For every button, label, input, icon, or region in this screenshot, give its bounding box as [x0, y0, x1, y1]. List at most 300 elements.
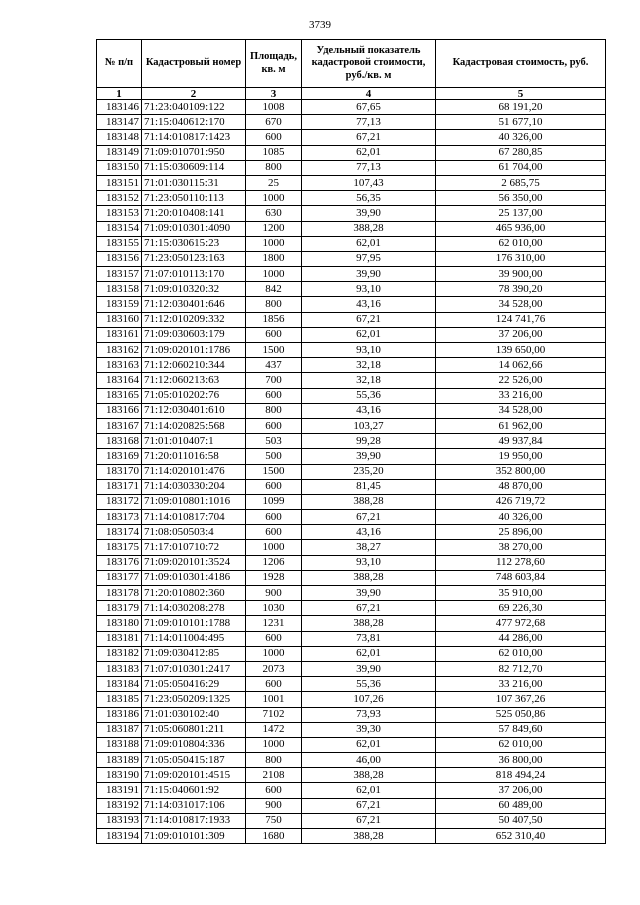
cadastral-value-cell: 78 390,20 — [436, 282, 606, 297]
header-cadastral-number: Кадастровый номер — [142, 40, 246, 88]
cadastral-value-cell: 176 310,00 — [436, 251, 606, 266]
area-cell: 800 — [246, 160, 302, 175]
cadastral-number-cell: 71:05:060801:211 — [142, 722, 246, 737]
cadastral-number-cell: 71:09:020101:1786 — [142, 343, 246, 358]
row-number-cell: 183172 — [97, 494, 142, 509]
cadastral-value-cell: 107 367,26 — [436, 692, 606, 707]
cadastral-number-cell: 71:14:010817:1423 — [142, 130, 246, 145]
area-cell: 1231 — [246, 616, 302, 631]
cadastral-value-cell: 33 216,00 — [436, 388, 606, 403]
row-number-cell: 183177 — [97, 570, 142, 585]
area-cell: 1001 — [246, 692, 302, 707]
area-cell: 600 — [246, 510, 302, 525]
cadastral-value-cell: 56 350,00 — [436, 191, 606, 206]
area-cell: 1928 — [246, 570, 302, 585]
table-row — [97, 343, 606, 358]
table-row — [97, 813, 606, 828]
row-number-cell: 183192 — [97, 798, 142, 813]
unit-rate-cell: 67,21 — [302, 510, 436, 525]
table-row — [97, 707, 606, 722]
unit-rate-cell: 67,21 — [302, 130, 436, 145]
row-number-cell: 183147 — [97, 115, 142, 130]
area-cell: 1000 — [246, 267, 302, 282]
row-number-cell: 183168 — [97, 434, 142, 449]
cadastral-number-cell: 71:17:010710:72 — [142, 540, 246, 555]
unit-rate-cell: 97,95 — [302, 251, 436, 266]
cadastral-number-cell: 71:20:010408:141 — [142, 206, 246, 221]
unit-rate-cell: 388,28 — [302, 494, 436, 509]
table-row — [97, 570, 606, 585]
unit-rate-cell: 43,16 — [302, 297, 436, 312]
row-number-cell: 183193 — [97, 813, 142, 828]
unit-rate-cell: 62,01 — [302, 646, 436, 661]
row-number-cell: 183151 — [97, 175, 142, 190]
cadastral-number-cell: 71:12:010209:332 — [142, 312, 246, 327]
unit-rate-cell: 39,90 — [302, 449, 436, 464]
unit-rate-cell: 32,18 — [302, 358, 436, 373]
row-number-cell: 183191 — [97, 783, 142, 798]
table-row — [97, 829, 606, 844]
cadastral-value-cell: 2 685,75 — [436, 175, 606, 190]
table-row — [97, 692, 606, 707]
unit-rate-cell: 56,35 — [302, 191, 436, 206]
cadastral-number-cell: 71:01:030115:31 — [142, 175, 246, 190]
cadastral-number-cell: 71:12:060210:344 — [142, 358, 246, 373]
cadastral-number-cell: 71:23:050123:163 — [142, 251, 246, 266]
cadastral-number-cell: 71:09:010320:32 — [142, 282, 246, 297]
cadastral-value-cell: 818 494,24 — [436, 768, 606, 783]
cadastral-number-cell: 71:15:030615:23 — [142, 236, 246, 251]
area-cell: 600 — [246, 327, 302, 342]
cadastral-value-cell: 465 936,00 — [436, 221, 606, 236]
cadastral-number-cell: 71:14:030330:204 — [142, 479, 246, 494]
column-number: 3 — [246, 88, 302, 100]
cadastral-value-cell: 60 489,00 — [436, 798, 606, 813]
unit-rate-cell: 55,36 — [302, 388, 436, 403]
table-row — [97, 297, 606, 312]
cadastral-value-cell: 48 870,00 — [436, 479, 606, 494]
table-row — [97, 646, 606, 661]
row-number-cell: 183190 — [97, 768, 142, 783]
cadastral-number-cell: 71:01:030102:40 — [142, 707, 246, 722]
cadastral-value-cell: 50 407,50 — [436, 813, 606, 828]
row-number-cell: 183163 — [97, 358, 142, 373]
cadastral-value-cell: 67 280,85 — [436, 145, 606, 160]
cadastral-value-cell: 38 270,00 — [436, 540, 606, 555]
table-row — [97, 540, 606, 555]
cadastral-value-table — [96, 39, 606, 844]
row-number-cell: 183186 — [97, 707, 142, 722]
row-number-cell: 183150 — [97, 160, 142, 175]
cadastral-value-cell: 112 278,60 — [436, 555, 606, 570]
area-cell: 1800 — [246, 251, 302, 266]
header-row — [97, 40, 606, 88]
cadastral-number-cell: 71:07:010113:170 — [142, 267, 246, 282]
header-cadastral-value: Кадастровая стоимость, руб. — [436, 40, 606, 88]
cadastral-value-cell: 44 286,00 — [436, 631, 606, 646]
table-row — [97, 464, 606, 479]
table-row — [97, 327, 606, 342]
cadastral-number-cell: 71:09:010101:309 — [142, 829, 246, 844]
row-number-cell: 183181 — [97, 631, 142, 646]
unit-rate-cell: 388,28 — [302, 768, 436, 783]
row-number-cell: 183185 — [97, 692, 142, 707]
cadastral-number-cell: 71:07:010301:2417 — [142, 661, 246, 676]
unit-rate-cell: 62,01 — [302, 236, 436, 251]
area-cell: 600 — [246, 783, 302, 798]
unit-rate-cell: 73,93 — [302, 707, 436, 722]
unit-rate-cell: 81,45 — [302, 479, 436, 494]
cadastral-number-cell: 71:09:020101:3524 — [142, 555, 246, 570]
cadastral-number-cell: 71:09:010301:4186 — [142, 570, 246, 585]
table-row — [97, 677, 606, 692]
row-number-cell: 183189 — [97, 753, 142, 768]
row-number-cell: 183156 — [97, 251, 142, 266]
cadastral-number-cell: 71:05:050416:29 — [142, 677, 246, 692]
row-number-cell: 183154 — [97, 221, 142, 236]
area-cell: 800 — [246, 297, 302, 312]
cadastral-value-cell: 139 650,00 — [436, 343, 606, 358]
table-row — [97, 661, 606, 676]
table-row — [97, 418, 606, 433]
area-cell: 1500 — [246, 464, 302, 479]
table-row — [97, 479, 606, 494]
row-number-cell: 183171 — [97, 479, 142, 494]
table-row — [97, 251, 606, 266]
cadastral-number-cell: 71:15:040612:170 — [142, 115, 246, 130]
area-cell: 2073 — [246, 661, 302, 676]
unit-rate-cell: 62,01 — [302, 145, 436, 160]
cadastral-number-cell: 71:15:040601:92 — [142, 783, 246, 798]
unit-rate-cell: 46,00 — [302, 753, 436, 768]
cadastral-value-cell: 82 712,70 — [436, 661, 606, 676]
row-number-cell: 183182 — [97, 646, 142, 661]
row-number-cell: 183169 — [97, 449, 142, 464]
unit-rate-cell: 77,13 — [302, 160, 436, 175]
cadastral-value-cell: 68 191,20 — [436, 100, 606, 115]
table-row — [97, 798, 606, 813]
table-row — [97, 206, 606, 221]
area-cell: 600 — [246, 130, 302, 145]
unit-rate-cell: 39,90 — [302, 586, 436, 601]
cadastral-value-cell: 25 137,00 — [436, 206, 606, 221]
cadastral-value-cell: 40 326,00 — [436, 130, 606, 145]
cadastral-value-cell: 51 677,10 — [436, 115, 606, 130]
cadastral-value-cell: 40 326,00 — [436, 510, 606, 525]
unit-rate-cell: 67,21 — [302, 601, 436, 616]
area-cell: 1680 — [246, 829, 302, 844]
row-number-cell: 183174 — [97, 525, 142, 540]
table-row — [97, 175, 606, 190]
table-row — [97, 312, 606, 327]
row-number-cell: 183149 — [97, 145, 142, 160]
column-number: 4 — [302, 88, 436, 100]
cadastral-value-cell: 35 910,00 — [436, 586, 606, 601]
area-cell: 1000 — [246, 236, 302, 251]
cadastral-value-cell: 477 972,68 — [436, 616, 606, 631]
table-row — [97, 388, 606, 403]
cadastral-value-cell: 652 310,40 — [436, 829, 606, 844]
unit-rate-cell: 67,21 — [302, 813, 436, 828]
cadastral-value-cell: 14 062,66 — [436, 358, 606, 373]
row-number-cell: 183175 — [97, 540, 142, 555]
cadastral-value-cell: 34 528,00 — [436, 297, 606, 312]
area-cell: 750 — [246, 813, 302, 828]
column-number: 2 — [142, 88, 246, 100]
table-row — [97, 601, 606, 616]
area-cell: 670 — [246, 115, 302, 130]
row-number-cell: 183194 — [97, 829, 142, 844]
table-row — [97, 753, 606, 768]
header-area: Площадь, кв. м — [246, 40, 302, 88]
area-cell: 700 — [246, 373, 302, 388]
column-number: 1 — [97, 88, 142, 100]
row-number-cell: 183173 — [97, 510, 142, 525]
unit-rate-cell: 388,28 — [302, 221, 436, 236]
row-number-cell: 183178 — [97, 586, 142, 601]
table-row — [97, 722, 606, 737]
cadastral-number-cell: 71:20:010802:360 — [142, 586, 246, 601]
table-row — [97, 358, 606, 373]
unit-rate-cell: 388,28 — [302, 570, 436, 585]
cadastral-value-cell: 61 704,00 — [436, 160, 606, 175]
table-row — [97, 373, 606, 388]
unit-rate-cell: 73,81 — [302, 631, 436, 646]
area-cell: 1000 — [246, 540, 302, 555]
table-row — [97, 737, 606, 752]
row-number-cell: 183179 — [97, 601, 142, 616]
unit-rate-cell: 39,90 — [302, 661, 436, 676]
column-number: 5 — [436, 88, 606, 100]
cadastral-value-cell: 62 010,00 — [436, 646, 606, 661]
table-row — [97, 282, 606, 297]
cadastral-number-cell: 71:20:011016:58 — [142, 449, 246, 464]
cadastral-number-cell: 71:09:010701:950 — [142, 145, 246, 160]
cadastral-number-cell: 71:14:030208:278 — [142, 601, 246, 616]
cadastral-value-cell: 426 719,72 — [436, 494, 606, 509]
header-row-number: № п/п — [97, 40, 142, 88]
row-number-cell: 183148 — [97, 130, 142, 145]
area-cell: 900 — [246, 586, 302, 601]
cadastral-value-cell: 49 937,84 — [436, 434, 606, 449]
unit-rate-cell: 43,16 — [302, 525, 436, 540]
area-cell: 800 — [246, 753, 302, 768]
row-number-cell: 183157 — [97, 267, 142, 282]
cadastral-number-cell: 71:05:050415:187 — [142, 753, 246, 768]
area-cell: 1206 — [246, 555, 302, 570]
area-cell: 503 — [246, 434, 302, 449]
row-number-cell: 183155 — [97, 236, 142, 251]
cadastral-number-cell: 71:14:020825:568 — [142, 418, 246, 433]
cadastral-number-cell: 71:14:011004:495 — [142, 631, 246, 646]
area-cell: 1472 — [246, 722, 302, 737]
row-number-cell: 183183 — [97, 661, 142, 676]
cadastral-value-cell: 62 010,00 — [436, 737, 606, 752]
cadastral-value-cell: 19 950,00 — [436, 449, 606, 464]
area-cell: 1008 — [246, 100, 302, 115]
cadastral-value-cell: 37 206,00 — [436, 783, 606, 798]
area-cell: 1085 — [246, 145, 302, 160]
header-unit-rate: Удельный показатель кадастровой стоимости, руб./кв. м — [302, 40, 436, 88]
row-number-cell: 183180 — [97, 616, 142, 631]
area-cell: 1000 — [246, 191, 302, 206]
unit-rate-cell: 62,01 — [302, 783, 436, 798]
unit-rate-cell: 32,18 — [302, 373, 436, 388]
table-row — [97, 616, 606, 631]
area-cell: 1000 — [246, 646, 302, 661]
unit-rate-cell: 107,26 — [302, 692, 436, 707]
area-cell: 25 — [246, 175, 302, 190]
unit-rate-cell: 43,16 — [302, 403, 436, 418]
table-row — [97, 783, 606, 798]
cadastral-value-cell: 39 900,00 — [436, 267, 606, 282]
table-row — [97, 115, 606, 130]
area-cell: 900 — [246, 798, 302, 813]
unit-rate-cell: 93,10 — [302, 555, 436, 570]
table-row — [97, 130, 606, 145]
unit-rate-cell: 39,30 — [302, 722, 436, 737]
unit-rate-cell: 93,10 — [302, 282, 436, 297]
row-number-cell: 183164 — [97, 373, 142, 388]
unit-rate-cell: 39,90 — [302, 267, 436, 282]
unit-rate-cell: 99,28 — [302, 434, 436, 449]
row-number-cell: 183152 — [97, 191, 142, 206]
cadastral-number-cell: 71:14:010817:704 — [142, 510, 246, 525]
cadastral-number-cell: 71:23:050110:113 — [142, 191, 246, 206]
table-row — [97, 586, 606, 601]
cadastral-value-cell: 352 800,00 — [436, 464, 606, 479]
unit-rate-cell: 107,43 — [302, 175, 436, 190]
unit-rate-cell: 67,21 — [302, 798, 436, 813]
cadastral-number-cell: 71:09:010301:4090 — [142, 221, 246, 236]
unit-rate-cell: 39,90 — [302, 206, 436, 221]
row-number-cell: 183158 — [97, 282, 142, 297]
cadastral-value-cell: 33 216,00 — [436, 677, 606, 692]
row-number-cell: 183146 — [97, 100, 142, 115]
unit-rate-cell: 55,36 — [302, 677, 436, 692]
area-cell: 1856 — [246, 312, 302, 327]
cadastral-value-cell: 124 741,76 — [436, 312, 606, 327]
cadastral-value-cell: 69 226,30 — [436, 601, 606, 616]
unit-rate-cell: 103,27 — [302, 418, 436, 433]
row-number-cell: 183170 — [97, 464, 142, 479]
cadastral-value-cell: 36 800,00 — [436, 753, 606, 768]
cadastral-number-cell: 71:23:050209:1325 — [142, 692, 246, 707]
cadastral-number-cell: 71:14:031017:106 — [142, 798, 246, 813]
row-number-cell: 183162 — [97, 343, 142, 358]
unit-rate-cell: 77,13 — [302, 115, 436, 130]
cadastral-number-cell: 71:12:060213:63 — [142, 373, 246, 388]
table-body — [97, 100, 606, 844]
cadastral-value-cell: 25 896,00 — [436, 525, 606, 540]
cadastral-number-cell: 71:01:010407:1 — [142, 434, 246, 449]
cadastral-number-cell: 71:09:010801:1016 — [142, 494, 246, 509]
unit-rate-cell: 67,21 — [302, 312, 436, 327]
cadastral-number-cell: 71:08:050503:4 — [142, 525, 246, 540]
table-row — [97, 768, 606, 783]
area-cell: 1030 — [246, 601, 302, 616]
table-row — [97, 236, 606, 251]
cadastral-number-cell: 71:09:020101:4515 — [142, 768, 246, 783]
cadastral-value-cell: 748 603,84 — [436, 570, 606, 585]
table-row — [97, 434, 606, 449]
table-row — [97, 221, 606, 236]
row-number-cell: 183165 — [97, 388, 142, 403]
area-cell: 600 — [246, 479, 302, 494]
unit-rate-cell: 67,65 — [302, 100, 436, 115]
cadastral-value-cell: 57 849,60 — [436, 722, 606, 737]
row-number-cell: 183184 — [97, 677, 142, 692]
area-cell: 1000 — [246, 737, 302, 752]
cadastral-number-cell: 71:09:010101:1788 — [142, 616, 246, 631]
unit-rate-cell: 38,27 — [302, 540, 436, 555]
area-cell: 1500 — [246, 343, 302, 358]
area-cell: 2108 — [246, 768, 302, 783]
row-number-cell: 183153 — [97, 206, 142, 221]
cadastral-value-cell: 34 528,00 — [436, 403, 606, 418]
area-cell: 600 — [246, 631, 302, 646]
table-row — [97, 403, 606, 418]
area-cell: 842 — [246, 282, 302, 297]
row-number-cell: 183187 — [97, 722, 142, 737]
row-number-cell: 183159 — [97, 297, 142, 312]
cadastral-value-cell: 22 526,00 — [436, 373, 606, 388]
table-row — [97, 100, 606, 115]
table-row — [97, 525, 606, 540]
area-cell: 1200 — [246, 221, 302, 236]
table-row — [97, 191, 606, 206]
area-cell: 600 — [246, 525, 302, 540]
unit-rate-cell: 62,01 — [302, 327, 436, 342]
area-cell: 7102 — [246, 707, 302, 722]
page-number: 3739 — [309, 19, 331, 31]
row-number-cell: 183176 — [97, 555, 142, 570]
cadastral-number-cell: 71:12:030401:610 — [142, 403, 246, 418]
cadastral-number-cell: 71:09:010804:336 — [142, 737, 246, 752]
row-number-cell: 183161 — [97, 327, 142, 342]
cadastral-value-cell: 37 206,00 — [436, 327, 606, 342]
area-cell: 800 — [246, 403, 302, 418]
area-cell: 500 — [246, 449, 302, 464]
row-number-cell: 183160 — [97, 312, 142, 327]
unit-rate-cell: 388,28 — [302, 616, 436, 631]
table-row — [97, 555, 606, 570]
table-row — [97, 267, 606, 282]
table-row — [97, 631, 606, 646]
unit-rate-cell: 235,20 — [302, 464, 436, 479]
unit-rate-cell: 93,10 — [302, 343, 436, 358]
cadastral-number-cell: 71:09:030412:85 — [142, 646, 246, 661]
cadastral-number-cell: 71:14:020101:476 — [142, 464, 246, 479]
cadastral-number-cell: 71:05:010202:76 — [142, 388, 246, 403]
row-number-cell: 183167 — [97, 418, 142, 433]
table-row — [97, 510, 606, 525]
area-cell: 600 — [246, 418, 302, 433]
cadastral-value-cell: 62 010,00 — [436, 236, 606, 251]
area-cell: 437 — [246, 358, 302, 373]
area-cell: 630 — [246, 206, 302, 221]
table-row — [97, 494, 606, 509]
area-cell: 600 — [246, 388, 302, 403]
cadastral-number-cell: 71:12:030401:646 — [142, 297, 246, 312]
area-cell: 1099 — [246, 494, 302, 509]
unit-rate-cell: 62,01 — [302, 737, 436, 752]
table-row — [97, 145, 606, 160]
unit-rate-cell: 388,28 — [302, 829, 436, 844]
cadastral-number-cell: 71:15:030609:114 — [142, 160, 246, 175]
cadastral-number-cell: 71:23:040109:122 — [142, 100, 246, 115]
column-number-row — [97, 88, 606, 100]
